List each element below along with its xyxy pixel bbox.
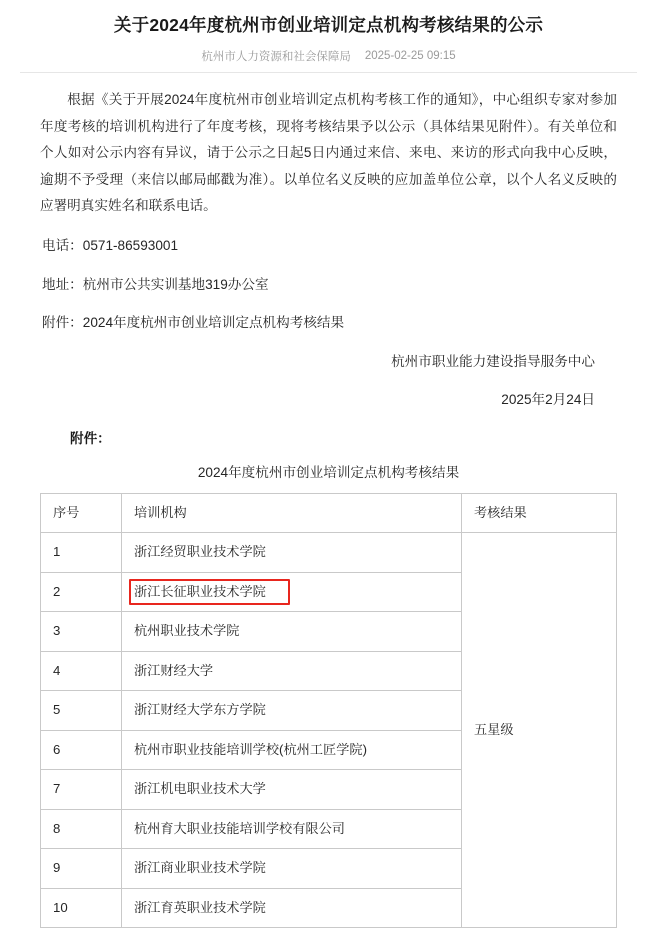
issue-date: 2025年2月24日 <box>501 392 595 408</box>
header-org: 培训机构 <box>122 493 462 532</box>
contact-phone: 电话：0571-86593001 <box>42 237 179 253</box>
cell-org: 杭州育大职业技能培训学校有限公司 <box>122 809 462 848</box>
cell-index: 1 <box>41 533 122 572</box>
cell-org: 杭州市职业技能培训学校(杭州工匠学院) <box>122 730 462 769</box>
cell-index: 3 <box>41 612 122 651</box>
cell-index: 8 <box>41 809 122 848</box>
cell-index: 4 <box>41 651 122 690</box>
cell-index: 7 <box>41 770 122 809</box>
cell-index: 2 <box>41 572 122 611</box>
table-title: 2024年度杭州市创业培训定点机构考核结果 <box>197 464 460 480</box>
issuer-name: 杭州市职业能力建设指导服务中心 <box>391 354 595 370</box>
table-row <box>41 533 617 572</box>
cell-org-highlighted <box>122 572 462 611</box>
table-header-row <box>41 493 617 532</box>
results-table <box>40 493 617 928</box>
cell-org: 浙江商业职业技术学院 <box>122 849 462 888</box>
document-body <box>18 73 639 928</box>
header-result: 考核结果 <box>462 493 617 532</box>
cell-org: 浙江育英职业技术学院 <box>122 888 462 927</box>
cell-index: 6 <box>41 730 122 769</box>
main-paragraph: 根据《关于开展2024年度杭州市创业培训定点机构考核工作的通知》，中心组织专家对参加年度考核的培训机构进行了年度考核，现将考核结果予以公示（具体结果见附件）。有关单位和个人如对公示内容有异议，请于公示之日起5日内通过来信、来电、来访的形式向我中心反映，逾期不予受理（来信以邮局邮戳为准）。以单位名义反映的应加盖单位公章，以个人名义反映的应署明真实姓名和联系电话。 <box>40 92 617 214</box>
cell-grade: 五星级 <box>462 533 617 928</box>
cell-org: 杭州职业技术学院 <box>122 612 462 651</box>
cell-org: 浙江经贸职业技术学院 <box>122 533 462 572</box>
meta-source: 杭州市人力资源和社会保障局 <box>201 51 351 64</box>
cell-org: 浙江机电职业技术大学 <box>122 770 462 809</box>
meta-datetime: 2025-02-25 09:15 <box>364 50 456 63</box>
cell-index: 9 <box>41 849 122 888</box>
page-title: 关于2024年度杭州市创业培训定点机构考核结果的公示 <box>113 15 544 35</box>
header-index: 序号 <box>41 493 122 532</box>
cell-org: 浙江财经大学 <box>122 651 462 690</box>
highlight-box: 浙江长征职业技术学院 <box>129 579 290 605</box>
cell-index: 10 <box>41 888 122 927</box>
table-body <box>41 533 617 928</box>
cell-index: 5 <box>41 691 122 730</box>
contact-address: 地址：杭州市公共实训基地319办公室 <box>42 276 269 292</box>
cell-org: 浙江财经大学东方学院 <box>122 691 462 730</box>
attachment-label: 附件： <box>70 430 111 446</box>
attachment-note: 附件：2024年度杭州市创业培训定点机构考核结果 <box>42 315 345 331</box>
document-meta <box>20 48 637 73</box>
